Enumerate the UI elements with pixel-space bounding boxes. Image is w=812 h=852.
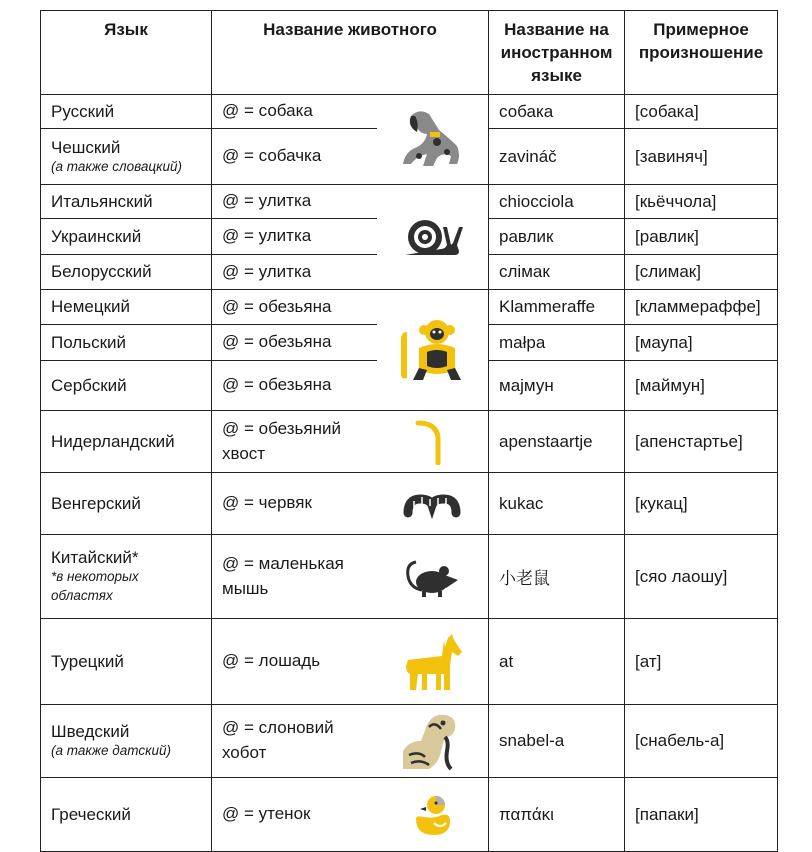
pronunciation-cell: [маупа] bbox=[625, 325, 778, 361]
language-cell: Турецкий bbox=[41, 619, 212, 705]
foreign-name-cell: 小老鼠 bbox=[489, 535, 625, 619]
pronunciation-cell: [сяо лаошу] bbox=[625, 535, 778, 619]
pronunciation-cell: [кукац] bbox=[625, 473, 778, 535]
animal-name-cell: @ = лошадь bbox=[212, 619, 377, 705]
table-row bbox=[41, 778, 778, 852]
animal-name-cell: @ = червяк bbox=[212, 473, 377, 535]
worm-icon bbox=[377, 473, 489, 535]
animal-name-cell: @ = утенок bbox=[212, 778, 377, 852]
language-cell: Немецкий bbox=[41, 290, 212, 325]
pronunciation-cell: [слимак] bbox=[625, 255, 778, 290]
language-cell: Русский bbox=[41, 95, 212, 129]
header-pronunciation: Примерное произношение bbox=[625, 11, 778, 95]
language-cell: Итальянский bbox=[41, 185, 212, 219]
mouse-icon bbox=[377, 535, 489, 619]
foreign-name-cell: chiocciola bbox=[489, 185, 625, 219]
foreign-name-cell: Klammeraffe bbox=[489, 290, 625, 325]
language-cell: Нидерландский bbox=[41, 411, 212, 473]
animal-name-cell: @ = собака bbox=[212, 95, 377, 129]
table-row bbox=[41, 619, 778, 705]
foreign-name-cell: małpa bbox=[489, 325, 625, 361]
animal-name-cell: @ = улитка bbox=[212, 185, 377, 219]
duckling-icon bbox=[377, 778, 489, 852]
pronunciation-cell: [кламмераффе] bbox=[625, 290, 778, 325]
table-row bbox=[41, 185, 778, 219]
table-row bbox=[41, 473, 778, 535]
header-foreign-name: Название на иностранном языке bbox=[489, 11, 625, 95]
monkey-tail-icon bbox=[377, 411, 489, 473]
elephant-trunk-icon bbox=[377, 705, 489, 778]
animal-name-cell: @ = улитка bbox=[212, 219, 377, 255]
monkey-icon bbox=[377, 290, 489, 411]
pronunciation-cell: [апенстартье] bbox=[625, 411, 778, 473]
animal-name-cell: @ = обезьяний хвост bbox=[212, 411, 377, 473]
pronunciation-cell: [маймун] bbox=[625, 361, 778, 411]
dog-icon bbox=[377, 95, 489, 185]
table-row bbox=[41, 411, 778, 473]
language-cell: Греческий bbox=[41, 778, 212, 852]
animal-name-cell: @ = улитка bbox=[212, 255, 377, 290]
language-cell: Чешский (а также словацкий) bbox=[41, 129, 212, 185]
foreign-name-cell: παπάκι bbox=[489, 778, 625, 852]
language-cell: Венгерский bbox=[41, 473, 212, 535]
pronunciation-cell: [снабель-а] bbox=[625, 705, 778, 778]
animal-name-cell: @ = собачка bbox=[212, 129, 377, 185]
header-row bbox=[41, 11, 778, 95]
pronunciation-cell: [ат] bbox=[625, 619, 778, 705]
foreign-name-cell: kukac bbox=[489, 473, 625, 535]
horse-icon bbox=[377, 619, 489, 705]
foreign-name-cell: равлик bbox=[489, 219, 625, 255]
foreign-name-cell: zavináč bbox=[489, 129, 625, 185]
foreign-name-cell: мајмун bbox=[489, 361, 625, 411]
animal-name-cell: @ = обезьяна bbox=[212, 290, 377, 325]
language-cell: Шведский (а также датский) bbox=[41, 705, 212, 778]
foreign-name-cell: at bbox=[489, 619, 625, 705]
language-cell: Польский bbox=[41, 325, 212, 361]
snail-icon bbox=[377, 185, 489, 290]
pronunciation-cell: [равлик] bbox=[625, 219, 778, 255]
language-cell: Китайский* *в некоторых областях bbox=[41, 535, 212, 619]
animal-name-cell: @ = обезьяна bbox=[212, 361, 377, 411]
animal-name-cell: @ = маленькая мышь bbox=[212, 535, 377, 619]
table-row bbox=[41, 535, 778, 619]
header-animal: Название животного bbox=[212, 11, 489, 95]
foreign-name-cell: snabel-a bbox=[489, 705, 625, 778]
foreign-name-cell: собака bbox=[489, 95, 625, 129]
table-row bbox=[41, 95, 778, 129]
language-cell: Украинский bbox=[41, 219, 212, 255]
pronunciation-cell: [завиняч] bbox=[625, 129, 778, 185]
animal-name-cell: @ = слоновий хобот bbox=[212, 705, 377, 778]
at-sign-names-table bbox=[40, 10, 778, 852]
pronunciation-cell: [кьёччола] bbox=[625, 185, 778, 219]
pronunciation-cell: [собака] bbox=[625, 95, 778, 129]
table-row bbox=[41, 290, 778, 325]
language-cell: Сербский bbox=[41, 361, 212, 411]
table-row bbox=[41, 705, 778, 778]
animal-name-cell: @ = обезьяна bbox=[212, 325, 377, 361]
foreign-name-cell: слімак bbox=[489, 255, 625, 290]
language-cell: Белорусский bbox=[41, 255, 212, 290]
header-language: Язык bbox=[41, 11, 212, 95]
pronunciation-cell: [папаки] bbox=[625, 778, 778, 852]
foreign-name-cell: apenstaartje bbox=[489, 411, 625, 473]
